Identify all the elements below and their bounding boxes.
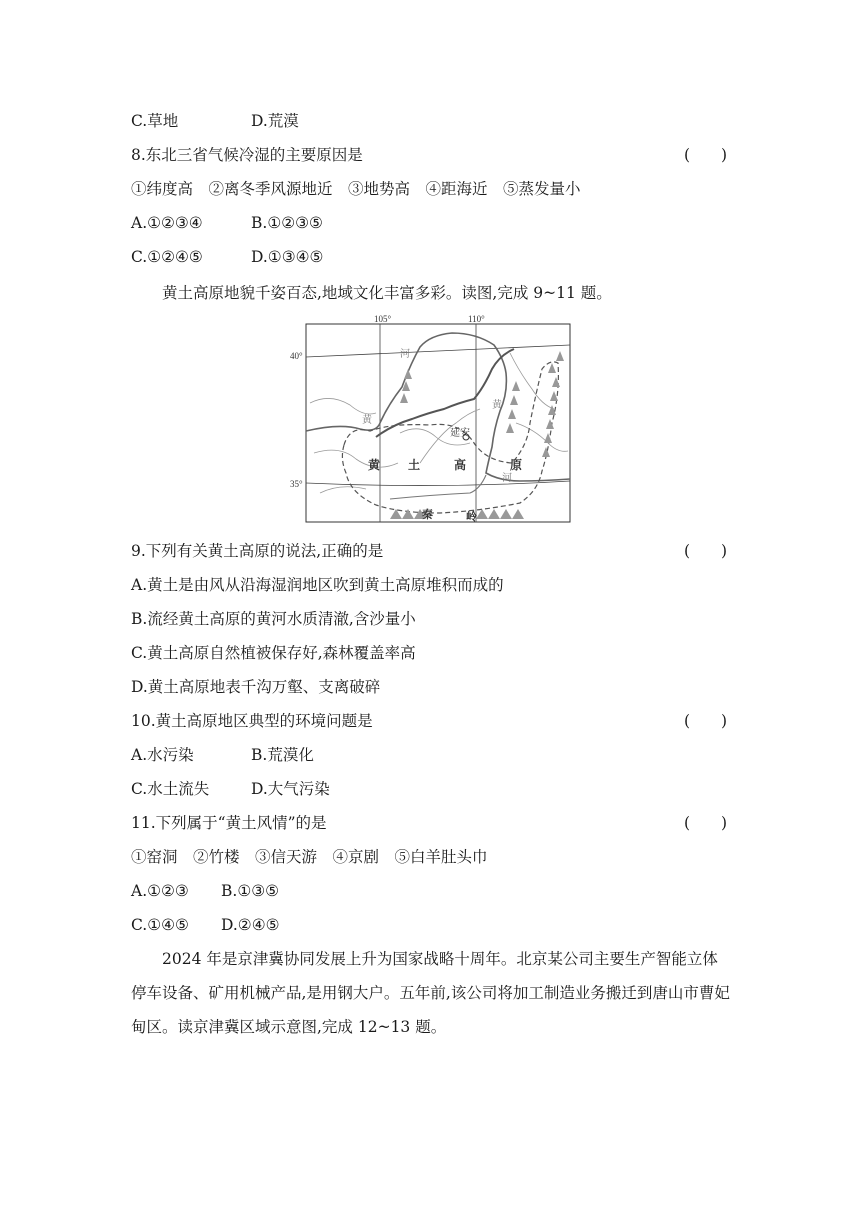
plateau-label-2: 土	[408, 458, 421, 472]
q11-option-b: B.①③⑤	[221, 882, 280, 900]
q9-stem: 9.下列有关黄土高原的说法,正确的是	[131, 542, 384, 560]
mountain-label-ling: 岭	[466, 511, 477, 523]
q10-option-c: C.水土流失	[131, 780, 210, 798]
plateau-label-4: 原	[510, 458, 523, 472]
lon-105-label: 105°	[374, 314, 392, 324]
q9-option-b: B.流经黄土高原的黄河水质清澈,含沙量小	[131, 610, 416, 628]
q9-answer-paren: ( )	[684, 542, 728, 560]
q9-option-c: C.黄土高原自然植被保存好,森林覆盖率高	[131, 644, 416, 662]
river-label-he-low: 河	[502, 473, 512, 484]
q8-option-a: A.①②③④	[131, 214, 203, 232]
q8-option-b: B.①②③⑤	[251, 214, 323, 232]
plateau-label-1: 黄	[368, 458, 381, 472]
q8-option-c: C.①②④⑤	[131, 248, 203, 266]
loess-intro: 黄土高原地貌千姿百态,地域文化丰富多彩。读图,完成 9~11 题。	[162, 284, 612, 302]
q9-option-d: D.黄土高原地表千沟万壑、支离破碎	[131, 678, 381, 696]
q8-factors: ①纬度高 ②离冬季风源地近 ③地势高 ④距海近 ⑤蒸发量小	[131, 180, 581, 198]
river-label-huang-right: 黄	[492, 400, 502, 411]
q7-option-d: D.荒漠	[251, 112, 299, 130]
q11-answer-paren: ( )	[684, 814, 728, 832]
q11-option-c: C.①④⑤	[131, 916, 189, 934]
city-label-yanan: 延安	[450, 428, 470, 439]
q10-stem: 10.黄土高原地区典型的环境问题是	[131, 712, 373, 730]
river-label-he: 河	[400, 349, 410, 360]
lat-40-label: 40°	[290, 351, 303, 361]
q8-option-d: D.①③④⑤	[251, 248, 324, 266]
q10-option-a: A.水污染	[131, 746, 194, 764]
q11-option-d: D.②④⑤	[221, 916, 280, 934]
q11-stem: 11.下列属于“黄土风情”的是	[131, 814, 327, 832]
lat-35-label: 35°	[290, 479, 303, 489]
q10-answer-paren: ( )	[684, 712, 728, 730]
q10-option-b: B.荒漠化	[251, 746, 314, 764]
q8-stem: 8.东北三省气候冷湿的主要原因是	[131, 146, 363, 164]
q8-answer-paren: ( )	[684, 146, 728, 164]
q11-items: ①窑洞 ②竹楼 ③信天游 ④京剧 ⑤白羊肚头巾	[131, 848, 488, 866]
jingjinji-intro: 2024 年是京津冀协同发展上升为国家战略十周年。北京某公司主要生产智能立体停车设备、矿用机械产品,是用钢大户。五年前,该公司将加工制造业务搬迁到唐山市曹妃甸区。读京津冀区域示意图,完成 12~13 题。	[131, 950, 730, 1036]
q7-option-c: C.草地	[131, 112, 179, 130]
plateau-label-3: 高	[454, 458, 467, 472]
mountain-label-qin: 秦	[422, 509, 433, 521]
q9-option-a: A.黄土是由风从沿海湿润地区吹到黄土高原堆积而成的	[131, 576, 504, 594]
q10-option-d: D.大气污染	[251, 780, 330, 798]
q11-option-a: A.①②③	[131, 882, 189, 900]
lon-110-label: 110°	[468, 314, 485, 324]
loess-plateau-map	[280, 313, 572, 524]
river-label-huang-left: 黄	[362, 415, 372, 426]
